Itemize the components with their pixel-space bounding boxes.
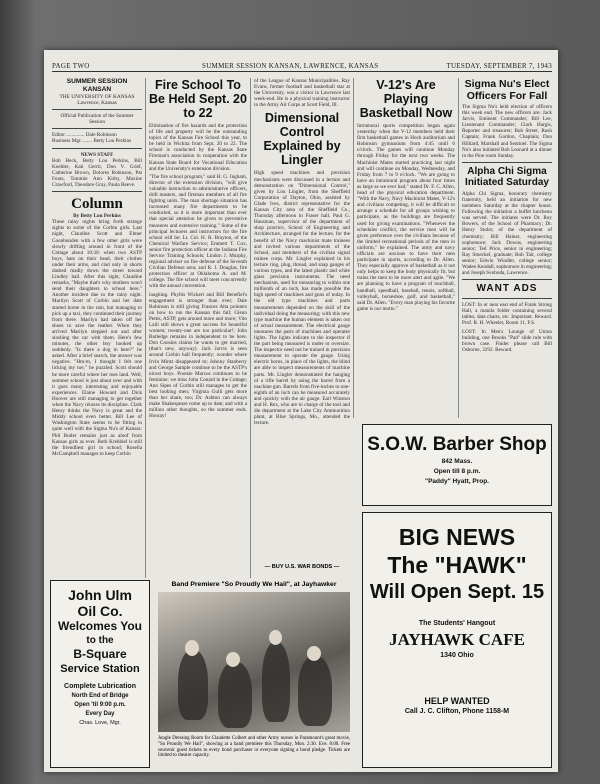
- want-ad-lost-folder: LOST: In or near east end of Frank Strong Hall, a manila folder containing several tables, data charts, etc. Important. Reward. Prof. R. H. Wheeler, Room 11, F.S.: [462, 302, 552, 327]
- ulm-b-square: B-Square: [73, 647, 127, 661]
- barber-shop-name: S.O.W. Barber Shop: [367, 434, 547, 455]
- dimensional-headline: Dimensional Control Explained by Lingler: [263, 111, 341, 168]
- column-one: [52, 78, 142, 578]
- ulm-lubrication: Complete Lubrication: [64, 683, 136, 690]
- masthead-business: Business Mgr. ....... Betty Lou Perkins: [52, 138, 132, 145]
- league-note: of the League of Kansas Municipalities. Ray Evans, former football and basketball star at the University, was a visitor in Lawrence last week-end. He is a physical training instructor in the Army Air Corps at Scott Field, Ill.: [254, 78, 350, 109]
- ulm-hours: Open 'til 9:00 p.m.: [74, 702, 126, 708]
- barber-address: 842 Mass.: [441, 458, 473, 465]
- john-ulm-oil-ad: [50, 580, 150, 768]
- ulm-every-day: Every Day: [85, 711, 115, 717]
- masthead-university: THE UNIVERSITY OF KANSAS: [59, 94, 135, 100]
- page-header: [52, 62, 552, 72]
- issue-date: TUESDAY, SEPTEMBER 7, 1943: [446, 62, 552, 70]
- alpha-body: Alpha Chi Sigma, honorary chemistry fraternity, held an initiation for new members Saturday at the chapter house. Following the initiation a buffet luncheon was served. The initiates were Dr. Roy Bowers, of the School of Pharmacy; Dr. Henry Stoler, of the department of chemistry; Bill Hainer, engineering sophomore; Jack Downs, engineering senior; Ted Price, senior in engineering; Ray Stoeckel, graduate; Bob Tait, college senior; Edwin Windler, college senior; Wadee Kendall, sophomore in engineering; and Joseph Svoboda, Lawrence.: [462, 190, 552, 277]
- photo-caption: Jungle Dressing Room for Claudette Colbert and other Army nurses in Paramount's great movie, "So Proudly We Hail", showing at a band premiere this Thursday, Mon. 2:30. Eve. 8:00. Free souvenir guest tickets to every bond purchaser or everyone signing a bond pledge. Tickets are limited to theatre capacity.: [158, 736, 350, 759]
- barber-shop-ad: [362, 424, 552, 506]
- page-number: PAGE TWO: [52, 62, 90, 70]
- cafe-address: 1340 Ohio: [440, 652, 474, 659]
- paper-name: SUMMER SESSION KANSAN, LAWRENCE, KANSAS: [202, 62, 379, 70]
- students-hangout: The Students' Hangout: [418, 620, 496, 627]
- staff-title: NEWS STAFF: [80, 151, 114, 158]
- fire-school-body-1: Elimination of fire hazards and the protection of life and property will be the outstanding topics of the Kansas Fire School this year, to be held in Wichita from Sept. 20 to 22. The school is conducted by the Kansas State Fireman's association in cooperation with the Kansas State Board for Vocational Education and the University's extension division.: [149, 123, 247, 172]
- masthead-city: Lawrence, Kansas: [77, 100, 117, 107]
- help-wanted: HELP WANTED: [424, 696, 490, 706]
- column-three: [254, 78, 350, 578]
- photo-feature: [154, 580, 354, 766]
- dimensional-body: High speed machines and precision mechanisms were discussed in a lecture and demonstration on "Dimensional Control," given by Lou Lingler, from the Sheffield Corporation of Dayton, Ohio, assisted by Glade Ives, district representative for the Kansas City area of the Sheffield Co., Thursday afternoon in Fraser hall. Paul G. Hausman, supervisor of the department of shop practice, School of Engineering and Architecture, arranged for the lecture, for the benefit of the Navy machinist mate trainees and invited various departments of the School, and members of the civilian signal trainee corps. Mr. Lingler explained in his lecture ring, plug, thread, and snap gauges of various types, and the latest plastic and white glass precision instruments. The need mechanism, used for measuring to within one millionth of an inch, has made possible the high speed of machines and guns of today. In the old type machines and parts measurements depended on the skill of the individual doing the measuring; with this new type machine the human element is taken out of actual measurement. The electrical gauge measures the parts of machines and operates lights. The lights indicate to the inspector if the part being measured is under or oversize. The inspector need not be trained in precision measurement to operate the gauge. Using electric horns, in place of the lights, the blind are able to inspect measurements of machine parts. Mr. Lingler demonstrated the hanging of a rifle barrel by using the barrel from a machine gun. Barrels from five-inches to one-eighth of an inch can be measured accurately and quickly with the air gauge. Earl Winston and H. Rex, who are in charge of the tool and die department at the Lake City Ammunition plant, at Blue Springs, Mo., attended the lecture.: [254, 170, 350, 427]
- masthead-editor: Editor .............. Dale Robinson: [52, 132, 117, 139]
- hawk-line: The "HAWK": [387, 552, 527, 578]
- big-news-line: BIG NEWS: [398, 524, 516, 550]
- ulm-company: Oil Co.: [77, 603, 123, 619]
- column-continued: laughing. Phyllis Wickert and Bill Benefiel's engagement is stronger than ever; Dale Robinson is still giving Frances Alta pointers on how to run the Kansan this fall; Glenn Pettis, ASTP, gets around more and more; Vito Laili still shows a great success for beautiful women; twenty-one are too particular!; John Butledge remains in independent to be here. Don Cousins claims he wants to get married, (that's new, anyway). Jack Jarvis is seen around Corbin hall frequently; wonder where Irvin Mintz disappeared to; Johnny Stanberry and George Sample continue to be the ASTP's nicest boys. Pootsie Marcus continues to be feminine; we miss John Conard in the Cottage; Ann Sipes of Corbin still manages to get the best looking men; Virginia Gulli gets more than her share, too; Dr. Ashton can always make Shakespeare come up to date; and with a million other thoughts, so the summer ends. Hooray!: [149, 291, 247, 420]
- barber-owner: "Paddy" Hyatt, Prop.: [425, 478, 489, 485]
- fire-school-headline: Fire School To Be Held Sept. 20 to 22: [149, 78, 247, 120]
- barber-hours: Open till 8 p.m.: [433, 468, 481, 475]
- photo-headline: Band Premiere "So Proudly We Hail", at Jayhawker: [171, 581, 337, 588]
- column-title: Column: [71, 196, 123, 213]
- column-two: [149, 78, 247, 578]
- column-body: These rainy nights bring forth strange sights to some of the Corbin girls. Last night, Claudine Scott and Elmer Coonbunden with a few other girls were slowly drifting around in front of the Cottage about 10:30: when two ASTP boys, hats on their head, their clothes under their arms, and clad only in shorts dashed madly down the street toward Lindley hall. After this sight, Claudine remarks, "Maybe that's why mothers won't send their daughters to school here." Another incident due to the rainy night. Marilyn Scott of Corbin and her date started home in the rain, but managing to pick up a taxi, they continued their journey from there. Marilyn had taken off her shoes to save the leather. When they arrived Marilyn stepped out and after sloshing the car with them. Here's few minutes, the other boy hooked up suddenly. "Is there a dog in here?" he asked. After a brief search, the answer was negative. "Hm-m, I thought I felt one licking my toe," he puzzled. Scott should be more careful where her toes land. Well, summer school is just about over and with it goes many interesting and enjoyable experiences. Elaine Howard and Dick Hoover are still managing to get together when the Navy relaxes its discipline. Clark Henry thinks the Navy is great and the Middy school even better. Bill Lee of Washington State seems to be fitting in quite well with the Sigma Nu's of Kansas: Phil Butler remains just as aloof from Kansas girls as ever. Both Krehbiel is still the friendliest girl in school; Rosella McCampbell manages to keep Corbin: [52, 219, 142, 457]
- ulm-service-station: Service Station: [60, 663, 140, 675]
- ulm-name: John Ulm: [68, 587, 132, 603]
- newspaper-page: [44, 50, 558, 772]
- v12-headline: V-12's Are Playing Basketball Now: [359, 78, 453, 120]
- masthead: [52, 78, 142, 125]
- column-byline: By Betty Lou Perkins: [73, 213, 121, 220]
- ulm-to-the: to the: [86, 635, 114, 646]
- column-five: [462, 78, 552, 418]
- sigma-body: The Sigma Nu's held election of officers this week end. The new officers are: Jack Jarvis, Eminent Commander; Bill Lee, Lieutenant Commander; Clark Hargis, Reporter and treasurer; Bob Street, Rush Captain; Frank Gordon, Chaplain; Don Hilliard, Marshall and Sentinel. The Sigma Nu's also initiated Bob Leonard at a dinner in the Pine room Sunday.: [462, 104, 552, 159]
- staff-list: Bob Beck, Betty Lou Perkins, Bill Koehler, Kati Gerrit, Don V. Grief, Catherine Brown, Dolores Robinson, Pat Fouts, Tommie Ann Kirby, Maxine Crawford, Theodore Gray, Paula Reeve.: [52, 157, 142, 189]
- want-ad-lost-slide-rule: LOST: In Men's Lounge of Union building, one Brooks "Pad" slide rule with brown case. Finder please call Bill Osborne, 3292. Reward.: [462, 328, 552, 353]
- fire-school-body-2: "The fire school program," said H. G. Ingham, director of the extension division, "will give valuable instruction to administrative officers, drill masters, and fireman members of all fire fighting units. The man shortage situation has increased many fire departments to be conducted, so it is more important than ever that special attention be given to preventive measures and extensive training." Some of the principal lecturers and instructors for the fire school will be: Lt. Col. H. R. Brayton, of the Chemical Warfare Service; Emmett T. Cox, senior fire protection officer at the Indiana Fire Service Training Schools; Lindon J. Murphy, regional adviser on fire defense of the Seventh Civilian Defense area; and R. J. Douglas, fire protection officer at Oklahoma A. and M. college. The fire school will meet concurrently with the annual convention.: [149, 173, 247, 290]
- masthead-name: SUMMER SESSION KANSAN: [66, 78, 128, 93]
- ulm-welcome: Welcomes You: [57, 619, 143, 633]
- masthead-official: Official Publication of the Summer Session: [60, 113, 134, 126]
- movie-still-photo: [158, 592, 350, 732]
- alpha-headline: Alpha Chi Sigma Initiated Saturday: [465, 165, 549, 189]
- column-four: [357, 78, 455, 418]
- opening-date-line: Will Open Sept. 15: [369, 581, 545, 603]
- cafe-name: JAYHAWK CAFE: [389, 630, 525, 649]
- ulm-location: North End of Bridge: [71, 693, 129, 699]
- war-bonds-line: — BUY U.S. WAR BONDS —: [264, 564, 340, 570]
- ulm-manager: Chas. Love, Mgr.: [79, 720, 121, 726]
- sigma-headline: Sigma Nu's Elect Officers For Fall: [464, 78, 550, 102]
- jayhawk-cafe-ad: [362, 512, 552, 768]
- want-ads-title: WANT ADS: [476, 283, 538, 295]
- v12-body: Intramural sports competition began again yesterday when the V-12 members held their first basketball games in Hoch auditorium and Robinson gymnasium from 4:45 until 6 o'clock. The games will continue Monday through Friday for the next two weeks. The Machinist Mates started practicing last night and will continue on Monday, Wednesday, and Friday from 7 to 9 o'clock. "We are going to have an intramural program about four times as large as we ever had," stated Dr. F. C. Allen, head of the physical education department. "With the Navy, Navy Machinist Mates, V-12's and civilians competing, it will be difficult to arrange a schedule for all groups wishing to participate, as the buildings are frequently used for giving examinations. "Whenever the schedules conflict, the service men will be given preference over the civilians because of the limited recreational periods of the men in uniform," he explained. The army and navy officials are anxious to have their men participate in sports, according to Dr. Allen. They especially approve of basketball as it not only helps to keep the body physically fit, but trains the men to be more alert and agile. "We are planning to have a program of touchball, handball, speedball, baseball, tennis, softball, volleyball, horseshoe, golf, and basketball," said Dr. Allen. "Every man playing his favorite game is our motto.": [357, 123, 455, 312]
- help-contact: Call J. C. Clifton, Phone 1158-M: [404, 708, 510, 715]
